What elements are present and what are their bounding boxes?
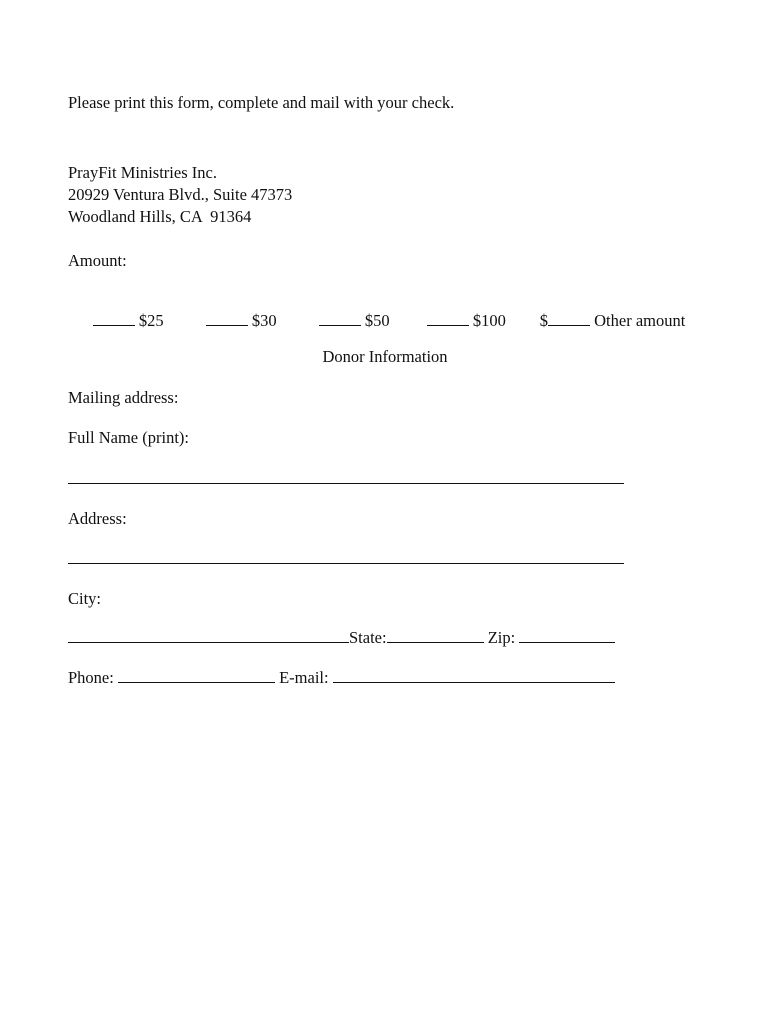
city-label: City:	[68, 589, 102, 608]
amount-label: Amount:	[68, 251, 127, 270]
amount-options	[0, 291, 770, 330]
amount-blank[interactable]	[93, 311, 135, 326]
address-field[interactable]	[68, 563, 624, 564]
mailing-address-label: Mailing address:	[68, 388, 179, 407]
zip-label: Zip:	[487, 628, 516, 647]
phone-field[interactable]	[118, 668, 275, 683]
full-name-label: Full Name (print):	[68, 428, 189, 447]
other-amount-blank[interactable]	[548, 311, 590, 326]
amount-value: $50	[364, 311, 390, 330]
amount-option-other[interactable]	[515, 291, 685, 351]
state-label: State:	[349, 628, 387, 647]
city-state-zip-row	[68, 628, 615, 648]
amount-blank[interactable]	[427, 311, 469, 326]
donor-information-heading: Donor Information	[322, 347, 448, 366]
currency-symbol: $	[539, 311, 548, 330]
amount-option-100[interactable]	[402, 291, 506, 351]
amount-value: $30	[251, 311, 277, 330]
full-name-field[interactable]	[68, 483, 624, 484]
amount-blank[interactable]	[319, 311, 361, 326]
email-label: E-mail:	[279, 668, 329, 687]
city-field[interactable]	[68, 628, 349, 643]
state-field[interactable]	[387, 628, 484, 643]
organization-address-line1: 20929 Ventura Blvd., Suite 47373	[68, 185, 293, 204]
email-field[interactable]	[333, 668, 615, 683]
zip-field[interactable]	[519, 628, 615, 643]
amount-value: $100	[472, 311, 506, 330]
phone-email-row	[68, 668, 615, 688]
address-label: Address:	[68, 509, 127, 528]
organization-address-line2: Woodland Hills, CA 91364	[68, 207, 252, 226]
amount-option-25[interactable]	[68, 291, 164, 351]
amount-value: $25	[138, 311, 164, 330]
instructions-text: Please print this form, complete and mail with your check.	[68, 93, 455, 112]
amount-blank[interactable]	[206, 311, 248, 326]
amount-option-50[interactable]	[294, 291, 390, 351]
amount-option-30[interactable]	[181, 291, 277, 351]
organization-name: PrayFit Ministries Inc.	[68, 163, 217, 182]
phone-label: Phone:	[68, 668, 114, 687]
other-amount-label: Other amount	[594, 311, 686, 330]
